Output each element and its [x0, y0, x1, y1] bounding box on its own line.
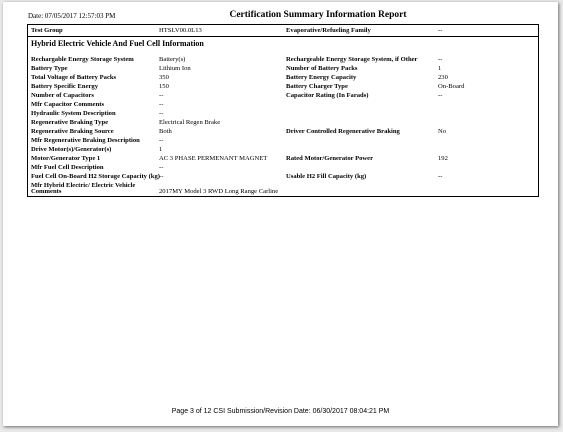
- field-value: --: [438, 173, 443, 180]
- info-row: [28, 56, 538, 64]
- comments-label-line1: Mfr Hybrid Electric/ Electric Vehicle: [31, 182, 136, 189]
- info-row: [28, 65, 538, 73]
- test-group-row: [28, 25, 538, 37]
- field-value: 230: [438, 74, 448, 81]
- report-date: Date: 07/05/2017 12:57:03 PM: [28, 12, 116, 20]
- info-row: [28, 155, 538, 163]
- field-value: 350: [159, 74, 169, 81]
- field-value: --: [438, 56, 443, 63]
- field-label: Number of Battery Packs: [286, 65, 358, 72]
- test-group-label: Test Group: [31, 27, 63, 34]
- field-label: Battery Charger Type: [286, 83, 348, 90]
- field-value: On-Board: [438, 83, 465, 90]
- info-row: [28, 74, 538, 82]
- comments-value: 2017MY Model 3 RWD Long Range Carline: [159, 188, 279, 195]
- info-row: [28, 146, 538, 154]
- field-label: Rechargeable Energy Storage System, if Other: [286, 56, 418, 63]
- field-label: Hydraulic System Description: [31, 110, 116, 117]
- field-label: Battery Type: [31, 65, 68, 72]
- field-value: 150: [159, 83, 169, 90]
- field-label: Fuel Cell On-Board H2 Storage Capacity (kg): [31, 173, 160, 180]
- info-row: [28, 137, 538, 145]
- info-row: [28, 83, 538, 91]
- field-value: 192: [438, 155, 448, 162]
- page-footer: Page 3 of 12 CSI Submission/Revision Date: 06/30/2017 08:04:21 PM: [171, 408, 390, 415]
- field-label: Mfr Capacitor Comments: [31, 101, 105, 108]
- test-group-value: HTSLV00.0L13: [159, 27, 202, 34]
- field-label: Drive Motor(s)/Generator(s): [31, 146, 112, 153]
- info-row: [28, 164, 538, 172]
- info-row: [28, 101, 538, 109]
- comments-label-line2: Comments: [31, 188, 62, 195]
- info-row: [28, 119, 538, 127]
- comments-row: [28, 182, 538, 195]
- field-label: Battery Specific Energy: [31, 83, 99, 90]
- field-value: AC 3 PHASE PERMENANT MAGNET: [159, 155, 268, 162]
- report-table: [27, 24, 539, 197]
- field-value: --: [159, 92, 164, 99]
- evap-family-label: Evaporative/Refueling Family: [286, 27, 371, 34]
- section-title: Hybrid Electric Vehicle And Fuel Cell Information: [31, 39, 204, 48]
- field-value: --: [159, 110, 164, 117]
- field-value: 1: [159, 146, 163, 153]
- info-row: [28, 110, 538, 118]
- field-label: Rechargable Energy Storage System: [31, 56, 134, 63]
- field-value: --: [159, 101, 164, 108]
- field-label: Capacitor Rating (In Farads): [286, 92, 369, 99]
- field-label: Mfr Fuel Cell Description: [31, 164, 104, 171]
- field-value: No: [438, 128, 447, 135]
- field-label: Mfr Regenerative Braking Description: [31, 137, 140, 144]
- field-value: 1: [438, 65, 442, 72]
- report-title: Certification Summary Information Report: [229, 10, 407, 20]
- info-row: [28, 92, 538, 100]
- evap-family-value: --: [438, 27, 443, 34]
- field-value: Lithium Ion: [159, 65, 191, 72]
- field-label: Number of Capacitors: [31, 92, 94, 99]
- field-label: Usable H2 Fill Capacity (kg): [286, 173, 367, 180]
- field-value: --: [438, 92, 443, 99]
- field-value: Electrical Regen Brake: [159, 119, 221, 126]
- info-row: [28, 173, 538, 181]
- field-label: Total Voltage of Battery Packs: [31, 74, 117, 81]
- field-label: Regenerative Braking Type: [31, 119, 109, 126]
- field-label: Battery Energy Capacity: [286, 74, 357, 81]
- field-value: --: [159, 164, 164, 171]
- field-value: Both: [159, 128, 172, 135]
- field-value: Battery(s): [159, 56, 186, 63]
- field-value: --: [159, 137, 164, 144]
- field-value: --: [159, 173, 164, 180]
- field-label: Rated Motor/Generator Power: [286, 155, 374, 162]
- field-label: Driver Controlled Regenerative Braking: [286, 128, 400, 135]
- info-row: [28, 128, 538, 136]
- field-label: Regenerative Braking Source: [31, 128, 114, 135]
- report-page: [3, 2, 558, 426]
- field-label: Motor/Generator Type 1: [31, 155, 101, 162]
